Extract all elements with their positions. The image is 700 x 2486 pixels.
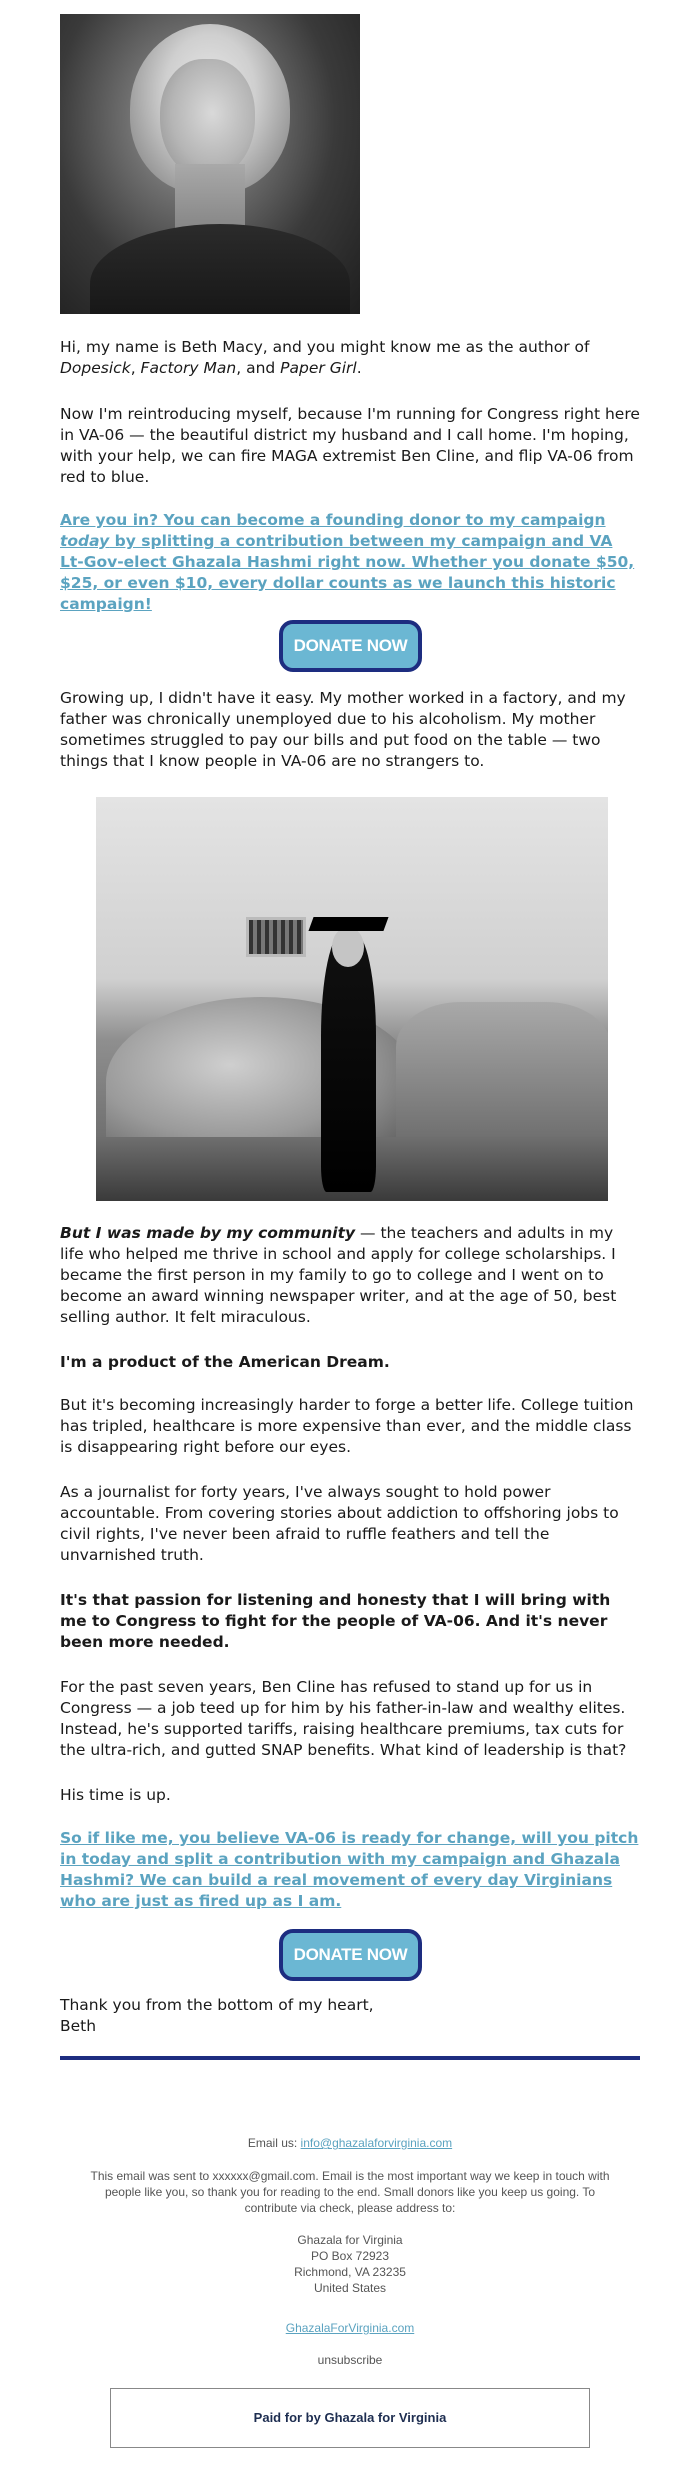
reintro-paragraph: Now I'm reintroducing myself, because I'm running for Congress right here in VA-06 — the beautiful district my husband and I call home. I'm hoping, with your help, we can fire MAGA extremist Ben Cline, and flip VA-06 from red to blue. — [60, 405, 640, 486]
passion-paragraph: It's that passion for listening and honesty that I will bring with me to Congress to fight for the people of VA-06. And it's never been more needed. — [60, 1591, 611, 1651]
paid-for-disclaimer: Paid for by Ghazala for Virginia — [110, 2388, 590, 2448]
time-is-up-paragraph: His time is up. — [60, 1786, 171, 1804]
book-title-paper-girl: Paper Girl — [280, 359, 357, 377]
donate-now-button-2[interactable]: DONATE NOW — [279, 1929, 422, 1981]
donate-cta-link-2[interactable]: So if like me, you believe VA-06 is ready for change, will you pitch in today and split a contribution with my campaign and Ghazala Hashmi? We can build a real movement of every day Virginians who are just as fired up as I am. — [60, 1829, 639, 1910]
footer-address: Ghazala for Virginia PO Box 72923 Richmond, VA 23235 United States — [294, 2233, 406, 2295]
book-title-factory-man: Factory Man — [140, 359, 237, 377]
book-title-dopesick: Dopesick — [60, 359, 131, 377]
community-paragraph: But I was made by my community — the teachers and adults in my life who helped me thrive in school and apply for college scholarships. I became the first person in my family to go to college and I went on to become an award winning newspaper writer, and at the age of 50, best selling author. It felt miraculous. — [60, 1224, 617, 1326]
harder-paragraph: But it's becoming increasingly harder to forge a better life. College tuition has tripled, healthcare is more expensive than ever, and the middle class is disappearing right before our eyes. — [60, 1396, 634, 1456]
footer-unsubscribe-row — [60, 2352, 640, 2368]
community-emphasis: But I was made by my community — [60, 1224, 356, 1242]
footer-sent-note: This email was sent to xxxxxx@gmail.com. Email is the most important way we keep in touch with people like you, so thank you for reading to the end. Small donors like you keep us going. To contribute via check, please address to: — [90, 2169, 610, 2215]
signoff: Thank you from the bottom of my heart, Beth — [60, 1996, 374, 2035]
unsubscribe-link[interactable]: unsubscribe — [317, 2353, 383, 2367]
intro-text: Hi, my name is Beth Macy, and you might know me as the author of — [60, 338, 590, 356]
ben-cline-paragraph: For the past seven years, Ben Cline has refused to stand up for us in Congress — a job teed up for him by his father-in-law and wealthy elites. Instead, he's supported tariffs, raising healthcare premiums, tax cuts for the ultra-rich, and gutted SNAP benefits. What kind of leadership is that? — [60, 1678, 627, 1759]
journalist-paragraph: As a journalist for forty years, I've always sought to hold power accountable. From covering stories about addiction to offshoring jobs to civil rights, I've never been afraid to ruffle feathers and tell the unvarnished truth. — [60, 1483, 619, 1564]
growing-up-paragraph: Growing up, I didn't have it easy. My mother worked in a factory, and my father was chronically unemployed due to his alcoholism. My mother sometimes struggled to pay our bills and put food on the table — two things that I know people in VA-06 are no strangers to. — [60, 689, 626, 770]
footer-site-link[interactable]: GhazalaForVirginia.com — [285, 2321, 415, 2335]
donate-cta-link-1[interactable]: Are you in? You can become a founding donor to my campaign today by splitting a contribution between my campaign and VA Lt-Gov-elect Ghazala Hashmi right now. Whether you donate $50, $25, or even $10, every dollar counts as we launch this historic campaign! — [60, 511, 635, 613]
footer-email-link[interactable]: info@ghazalaforvirginia.com — [300, 2136, 453, 2150]
graduation-photo-image — [96, 797, 608, 1201]
american-dream-paragraph: I'm a product of the American Dream. — [60, 1353, 390, 1371]
footer-site-link-row — [60, 2320, 640, 2336]
candidate-portrait-image — [60, 14, 360, 314]
footer-email-line: Email us: info@ghazalaforvirginia.com — [247, 2136, 453, 2150]
footer-divider — [60, 2056, 640, 2060]
intro-paragraph: Hi, my name is Beth Macy, and you might know me as the author of Dopesick, Factory Man, and Paper Girl. — [60, 338, 590, 377]
donate-now-button-1[interactable]: DONATE NOW — [279, 620, 422, 672]
